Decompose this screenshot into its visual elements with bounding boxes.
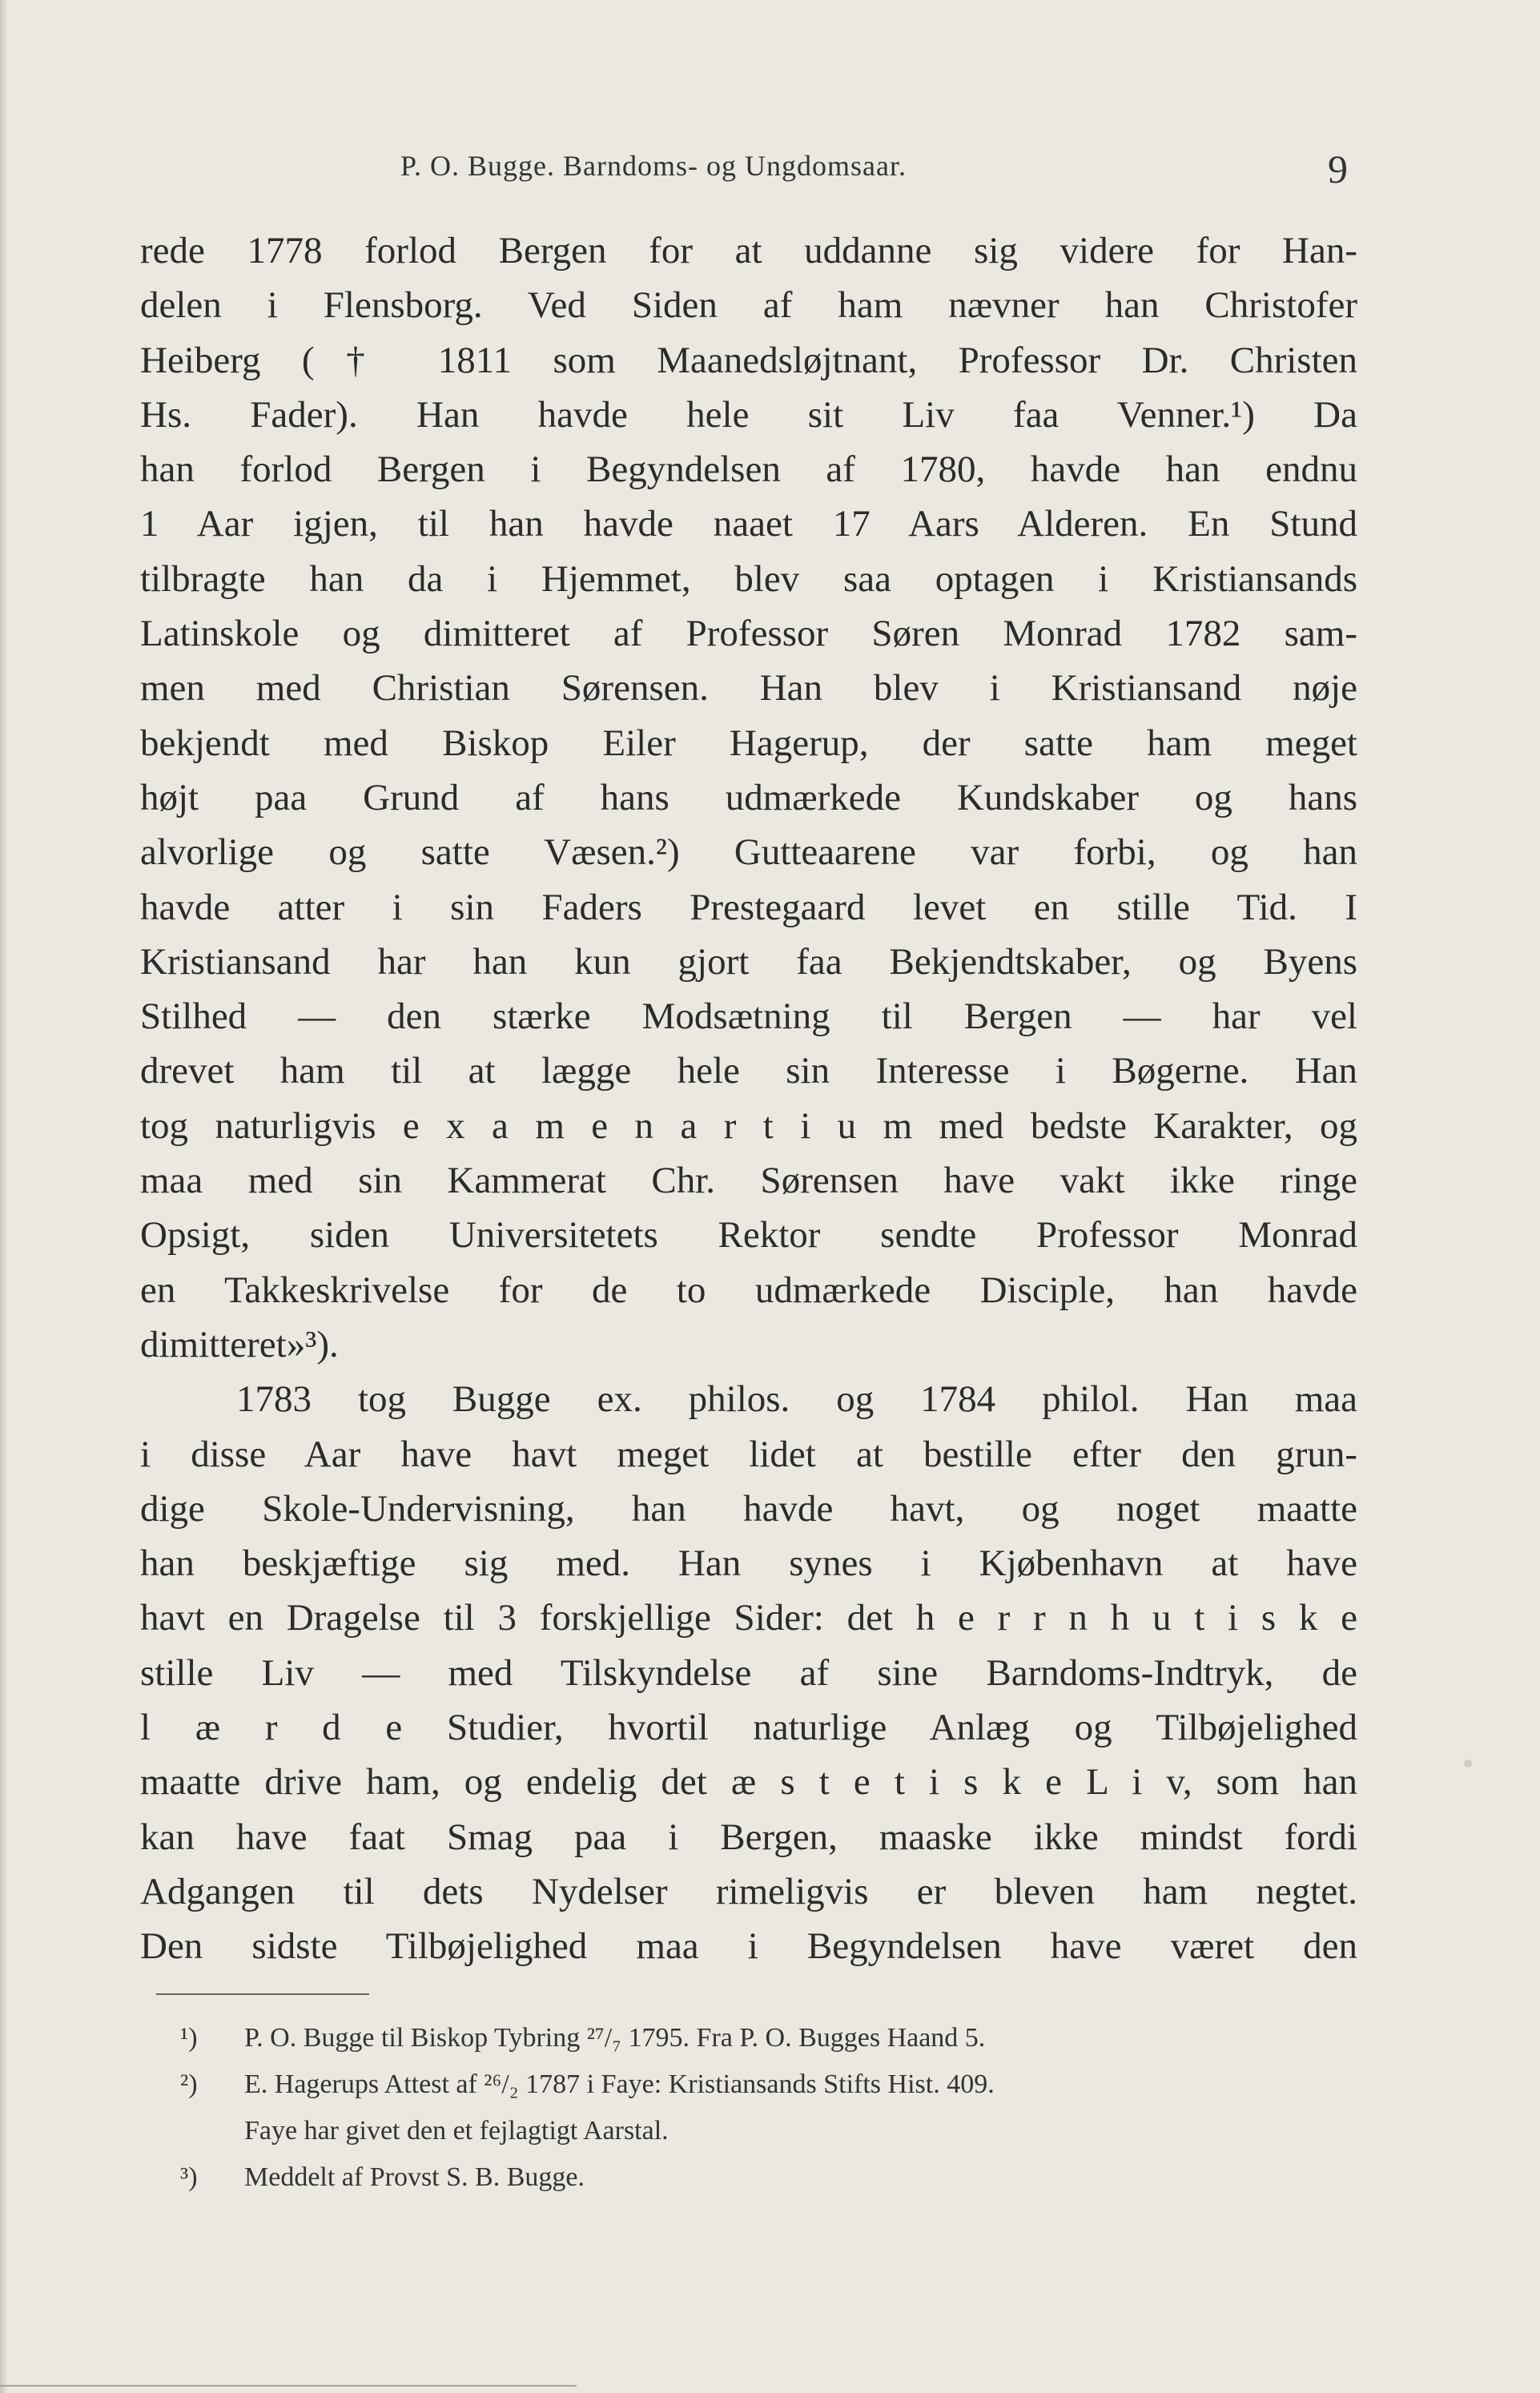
text-line: tilbragte han da i Hjemmet, blev saa optagen i Kristiansands [140, 557, 1357, 600]
footnote-separator [156, 1993, 369, 1995]
text-line: men med Christian Sørensen. Han blev i Kristiansand nøje [140, 667, 1357, 710]
text-line: alvorlige og satte Væsen.²) Gutteaarene var forbi, og han [140, 831, 1357, 874]
text-line: Den sidste Tilbøjelighed maa i Begyndelsen have været den [140, 1925, 1357, 1968]
page-bottom-edge-line [0, 2385, 577, 2387]
footnote-marker: ³) [180, 2162, 198, 2192]
text-line: bekjendt med Biskop Eiler Hagerup, der satte ham meget [140, 722, 1357, 764]
footnote-marker: ²) [180, 2069, 198, 2099]
text-line: havt en Dragelse til 3 forskjellige Sider: det h e r r n h u t i s k e [140, 1597, 1357, 1639]
text-line: Latinskole og dimitteret af Professor Søren Monrad 1782 sam- [140, 613, 1357, 655]
text-line: havde atter i sin Faders Prestegaard levet en stille Tid. I [140, 886, 1357, 928]
text-line: l æ r d e Studier, hvortil naturlige Anlæg og Tilbøjelighed [140, 1707, 1357, 1749]
text-line: han beskjæftige sig med. Han synes i Kjøbenhavn at have [140, 1542, 1357, 1585]
running-title: P. O. Bugge. Barndoms- og Ungdomsaar. [400, 150, 907, 182]
text-line: delen i Flensborg. Ved Siden af ham nævner han Christofer [140, 284, 1357, 327]
footnote-text: E. Hagerups Attest af ²⁶/₂ 1787 i Faye: Kristiansands Stifts Hist. 409. [244, 2069, 995, 2099]
text-line-paragraph-end: dimitteret»³). [140, 1323, 339, 1365]
footnote-marker: ¹) [180, 2023, 198, 2053]
text-line: Heiberg († 1811 som Maanedsløjtnant, Professor Dr. Christen [140, 339, 1357, 381]
text-line: 1 Aar igjen, til han havde naaet 17 Aars Alderen. En Stund [140, 503, 1357, 545]
footnote-text: Meddelt af Provst S. B. Bugge. [244, 2162, 585, 2192]
running-header [0, 136, 1540, 192]
text-line-paragraph-start: 1783 tog Bugge ex. philos. og 1784 philol. Han maa [236, 1378, 1357, 1421]
text-line: maatte drive ham, og endelig det æ s t e t i s k e L i v, som han [140, 1761, 1357, 1804]
footnote-1 [180, 2015, 1365, 2061]
text-line: kan have faat Smag paa i Bergen, maaske ikke mindst fordi [140, 1816, 1357, 1858]
text-line: i disse Aar have havt meget lidet at bestille efter den grun- [140, 1433, 1357, 1475]
text-line: Adgangen til dets Nydelser rimeligvis er bleven ham negtet. [140, 1870, 1357, 1912]
text-line: maa med sin Kammerat Chr. Sørensen have vakt ikke ringe [140, 1160, 1357, 1202]
text-line: Opsigt, siden Universitetets Rektor sendte Professor Monrad [140, 1214, 1357, 1257]
footnotes-block [180, 2015, 1365, 2201]
text-line: tog naturligvis e x a m e n a r t i u m med bedste Karakter, og [140, 1104, 1357, 1147]
footnote-text: Faye har givet den et fejlagtigt Aarstal. [244, 2116, 669, 2146]
text-line: en Takkeskrivelse for de to udmærkede Disciple, han havde [140, 1269, 1357, 1311]
footnote-text: P. O. Bugge til Biskop Tybring ²⁷/₇ 1795. Fra P. O. Bugges Haand 5. [244, 2023, 986, 2053]
scan-speck [1464, 1760, 1472, 1768]
text-line: Stilhed — den stærke Modsætning til Bergen — har vel [140, 995, 1357, 1038]
footnote-2-continuation [180, 2108, 1365, 2154]
text-line: dige Skole-Undervisning, han havde havt, og noget maatte [140, 1487, 1357, 1530]
main-text-block [140, 223, 1357, 1974]
text-line: Kristiansand har han kun gjort faa Bekjendtskaber, og Byens [140, 940, 1357, 983]
footnote-2 [180, 2061, 1365, 2108]
text-line: højt paa Grund af hans udmærkede Kundskaber og hans [140, 776, 1357, 818]
text-line: stille Liv — med Tilskyndelse af sine Barndoms-Indtryk, de [140, 1651, 1357, 1694]
page-number: 9 [1328, 147, 1348, 191]
page-gutter-shadow [0, 0, 8, 2393]
text-line: rede 1778 forlod Bergen for at uddanne sig videre for Han- [140, 230, 1357, 271]
footnote-3 [180, 2154, 1365, 2201]
text-line: drevet ham til at lægge hele sin Interesse i Bøgerne. Han [140, 1050, 1357, 1092]
text-line: han forlod Bergen i Begyndelsen af 1780, havde han endnu [140, 448, 1357, 491]
text-line: Hs. Fader). Han havde hele sit Liv faa Venner.¹) Da [140, 393, 1357, 436]
